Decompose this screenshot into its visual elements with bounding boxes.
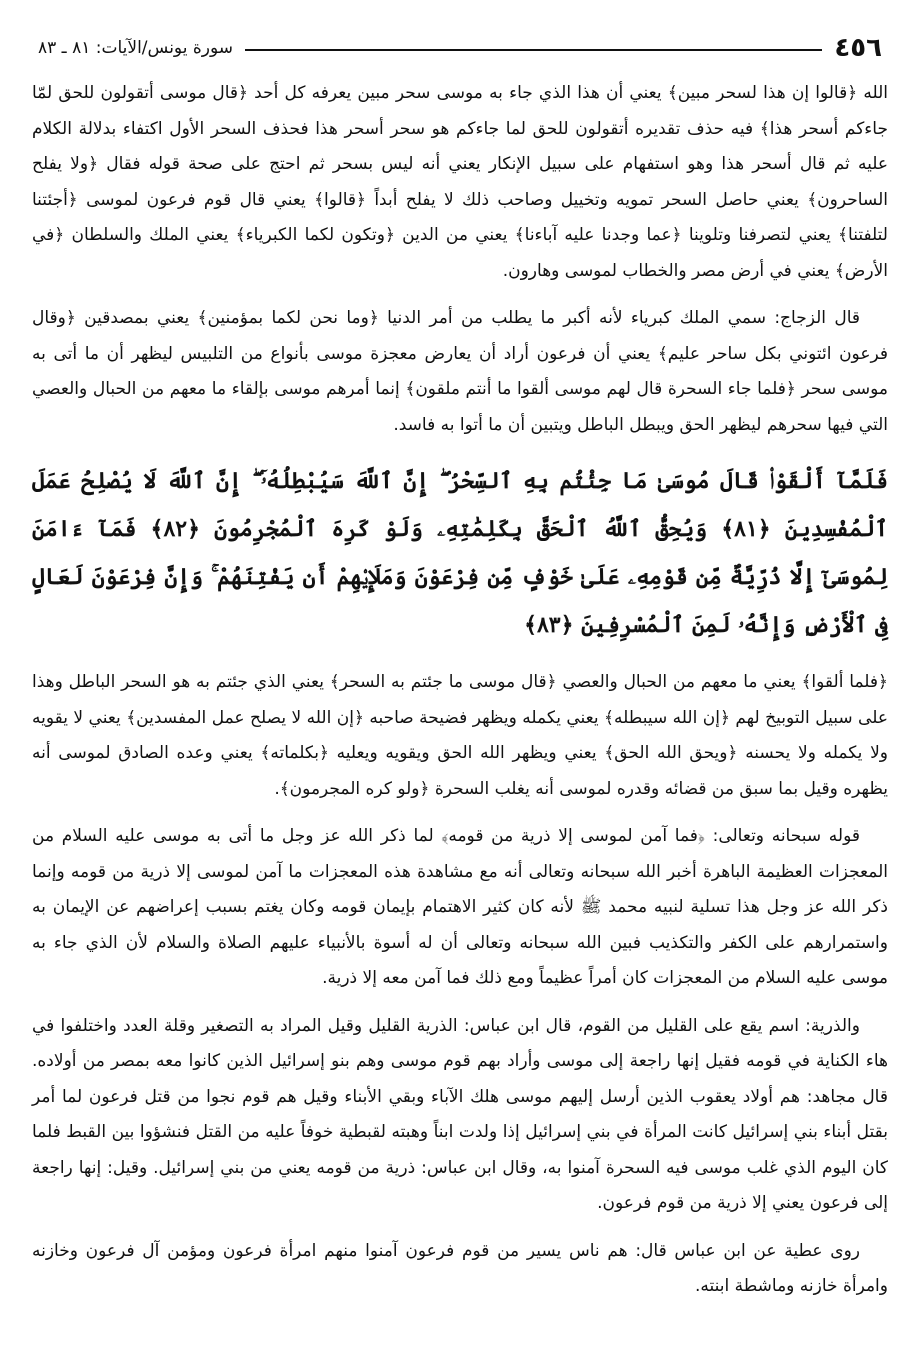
quran-verse-block: فَلَمَّآ أَلْقَوْا۟ قَالَ مُوسَىٰ مَا جِئْتُم بِهِ ٱلسِّحْرُ ۖ إِنَّ ٱللَّهَ سَيُبْطِلُهُۥٓ ۖ إِنَّ ٱللَّهَ لَا يُصْلِحُ عَمَلَ ٱلْمُفْسِدِينَ ﴿٨١﴾ وَيُحِقُّ ٱللَّهُ ٱلْحَقَّ بِكَلِمَٰتِهِۦ وَلَوْ كَرِهَ ٱلْمُجْرِمُونَ ﴿٨٢﴾ فَمَآ ءَامَنَ لِمُوسَىٰٓ إِلَّا ذُرِّيَّةٌ مِّن قَوْمِهِۦ عَلَىٰ خَوْفٍ مِّن فِرْعَوْنَ وَمَلَإِي۟هِمْ أَن يَفْتِنَهُمْ ۚ وَإِنَّ فِرْعَوْنَ لَعَالٍ فِى ٱلْأَرْضِ وَإِنَّهُۥ لَمِنَ ٱلْمُسْرِفِينَ ﴿٨٣﴾ — [32, 468, 888, 638]
paragraph-1: الله ﴿قالوا إن هذا لسحر مبين﴾ يعني أن هذا الذي جاء به موسى سحر مبين يعرفه كل أحد ﴿قال موسى أتقولون للحق لمّا جاءكم أسحر هذا﴾ فيه حذف تقديره أتقولون للحق لما جاءكم هو سحر أسحر هذا فحذف السحر الأول اكتفاء بدلالة الكلام عليه ثم قال أسحر هذا وهو استفهام على سبيل الإنكار يعني أنه ليس بسحر ثم احتج على صحة قوله فقال ﴿ولا يفلح الساحرون﴾ يعني حاصل السحر تمويه وتخييل وصاحب ذلك لا يفلح أبداً ﴿قالوا﴾ يعني قال قوم فرعون لموسى ﴿أجئتنا لتلفتنا﴾ يعني لتصرفنا وتلوينا ﴿عما وجدنا عليه آباءنا﴾ يعني من الدين ﴿وتكون لكما الكبرياء﴾ يعني الملك والسلطان ﴿في الأرض﴾ يعني في أرض مصر والخطاب لموسى وهارون. — [32, 83, 888, 281]
page-content — [32, 76, 888, 1305]
paragraph-6: روى عطية عن ابن عباس قال: هم ناس يسير من قوم فرعون آمنوا منهم امرأة فرعون ومؤمن آل فرعون وخازنه وامرأة خازنه وماشطة ابنته. — [32, 1240, 888, 1296]
page-number: ٤٥٦ — [834, 33, 882, 63]
header-title: سورة يونس/الآيات: ٨١ ـ ٨٣ — [38, 38, 233, 58]
page-header — [38, 28, 882, 68]
paragraph-4: قوله سبحانه وتعالى: ﴿فما آمن لموسى إلا ذرية من قومه﴾ لما ذكر الله عز وجل ما أتى به موسى عليه السلام من المعجزات العظيمة الباهرة أخبر الله سبحانه وتعالى أنه مع مشاهدة هذه المعجزات ما آمن لموسى إلا ذرية من قومه وإنما ذكر الله عز وجل هذا تسلية لنبيه محمد ﷺ لأنه كان كثير الاهتمام بإيمان قومه وكان يغتم بسبب إعراضهم عن الإيمان به واستمرارهم على الكفر والتكذيب فبين الله سبحانه وتعالى أن له أسوة بالأنبياء عليهم الصلاة والسلام لأن الذي جاء به موسى عليه السلام من المعجزات كان أمراً عظيماً ومع ذلك فما آمن معه إلا ذرية. — [32, 826, 888, 988]
paragraph-5: والذرية: اسم يقع على القليل من القوم، قال ابن عباس: الذرية القليل وقيل المراد به التصغير وقلة العدد واختلفوا في هاء الكناية في قومه فقيل إنها راجعة إلى موسى وأراد بهم قوم موسى وهم بنو إسرائيل الذين كانوا معه بمصر من أولاده. قال مجاهد: هم أولاد يعقوب الذين أرسل إليهم موسى هلك الآباء وبقي الأبناء وقيل هم قوم نجوا من قتل فرعون لما أمر بقتل أبناء بني إسرائيل كانت المرأة في بني إسرائيل إذا ولدت ابناً وهبته لقبطية خوفاً عليه من القتل فنشؤوا بين القبط فلما كان اليوم الذي غلب موسى فيه السحرة آمنوا به، وقال ابن عباس: ذرية من قومه يعني من بني إسرائيل. وقيل: إنها راجعة إلى فرعون يعني إلا ذرية من قوم فرعون. — [32, 1015, 888, 1213]
paragraph-2: قال الزجاج: سمي الملك كبرياء لأنه أكبر ما يطلب من أمر الدنيا ﴿وما نحن لكما بمؤمنين﴾ يعني بمصدقين ﴿وقال فرعون ائتوني بكل ساحر عليم﴾ يعني أن فرعون أراد أن يعارض معجزة موسى بأنواع من التلبيس ليظهر أن ما أتى به موسى سحر ﴿فلما جاء السحرة قال لهم موسى ألقوا ما أنتم ملقون﴾ إنما أمرهم موسى بإلقاء ما معهم من الحبال والعصي التي فيها سحرهم ليظهر الحق ويبطل الباطل ويتبين أن ما أتوا به فاسد. — [32, 308, 888, 435]
paragraph-3: ﴿فلما ألقوا﴾ يعني ما معهم من الحبال والعصي ﴿قال موسى ما جئتم به السحر﴾ يعني الذي جئتم به هو السحر الباطل وهذا على سبيل التوبيخ لهم ﴿إن الله سيبطله﴾ يعني يكمله ويظهر فضيحة صاحبه ﴿إن الله لا يصلح عمل المفسدين﴾ يعني لا يقويه ولا يكمله ولا يحسنه ﴿ويحق الله الحق﴾ يعني ويظهر الله الحق ويقويه ويعليه ﴿بكلماته﴾ يعني وعده الصادق لموسى أنه يظهره وقيل بما سبق من قضائه وقدره لموسى أنه يغلب السحرة ﴿ولو كره المجرمون﴾. — [32, 672, 888, 799]
header-rule — [245, 49, 822, 51]
